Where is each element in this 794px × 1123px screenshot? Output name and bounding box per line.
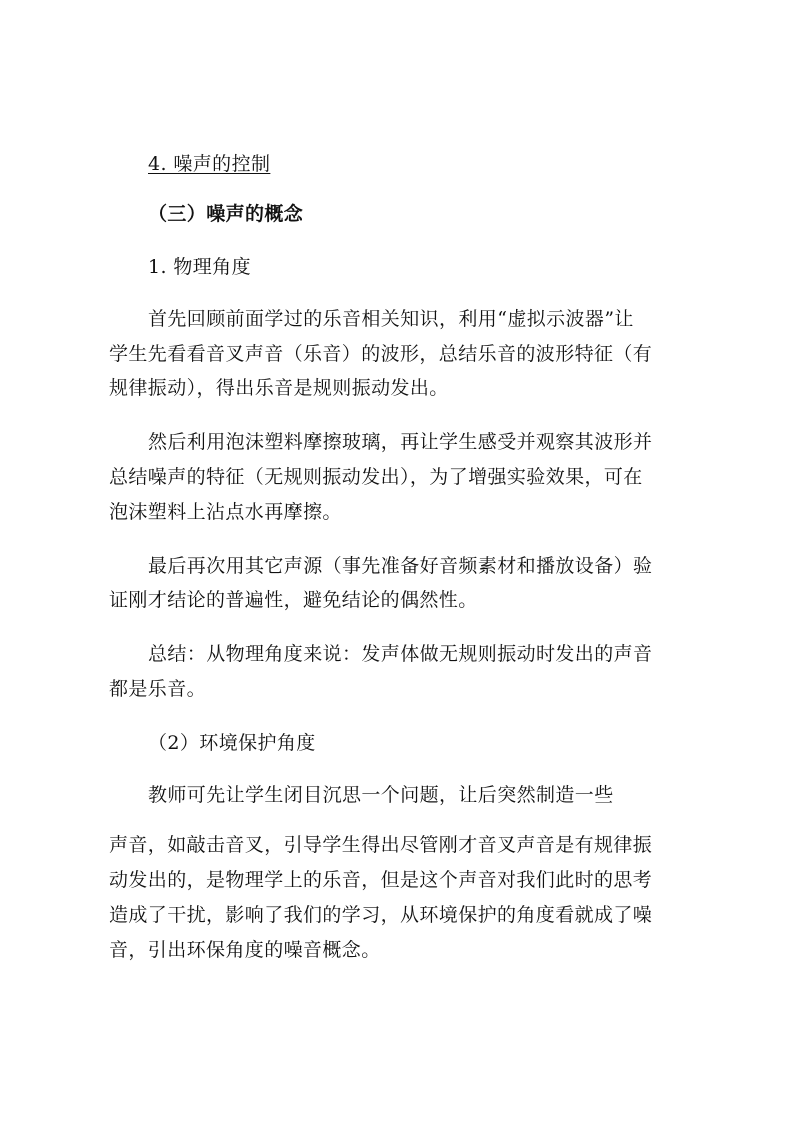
paragraph-line: 然后利用泡沫塑料摩擦玻璃，再让学生感受并观察其波形并: [148, 431, 653, 453]
paragraph-line: 教师可先让学生闭目沉思一个问题，让后突然制造一些: [148, 784, 614, 806]
paragraph-line: 证刚才结论的普遍性，避免结论的偶然性。: [109, 589, 478, 611]
paragraph-line: 规律振动），得出乐音是规则振动发出。: [109, 377, 449, 399]
section-heading-noise-concept: （三）噪声的概念: [148, 203, 304, 225]
paragraph-line: 总结噪声的特征（无规则振动发出），为了增强实验效果，可在: [109, 466, 643, 488]
paragraph-line: 首先回顾前面学过的乐音相关知识，利用“虚拟示波器”让: [148, 308, 634, 330]
paragraph-line: 最后再次用其它声源（事先准备好音频素材和播放设备）验: [148, 555, 653, 577]
paragraph-line: 造成了干扰，影响了我们的学习，从环境保护的角度看就成了噪: [109, 904, 653, 926]
paragraph-line: 泡沫塑料上沾点水再摩擦。: [109, 501, 342, 523]
paragraph-line: 音，引出环保角度的噪音概念。: [109, 939, 381, 961]
subheading-physics-angle: 1. 物理角度: [148, 256, 251, 278]
section-heading-noise-control: 4. 噪声的控制: [148, 153, 271, 175]
paragraph-line: 动发出的，是物理学上的乐音，但是这个声音对我们此时的思考: [109, 869, 653, 891]
subheading-environment-angle: （2）环境保护角度: [148, 732, 316, 754]
paragraph-line: 总结：从物理角度来说：发声体做无规则振动时发出的声音: [148, 643, 653, 665]
paragraph-line: 声音，如敲击音叉，引导学生得出尽管刚才音叉声音是有规律振: [109, 834, 653, 856]
paragraph-line: 学生先看看音叉声音（乐音）的波形，总结乐音的波形特征（有: [109, 343, 653, 365]
paragraph-line: 都是乐音。: [109, 678, 207, 700]
